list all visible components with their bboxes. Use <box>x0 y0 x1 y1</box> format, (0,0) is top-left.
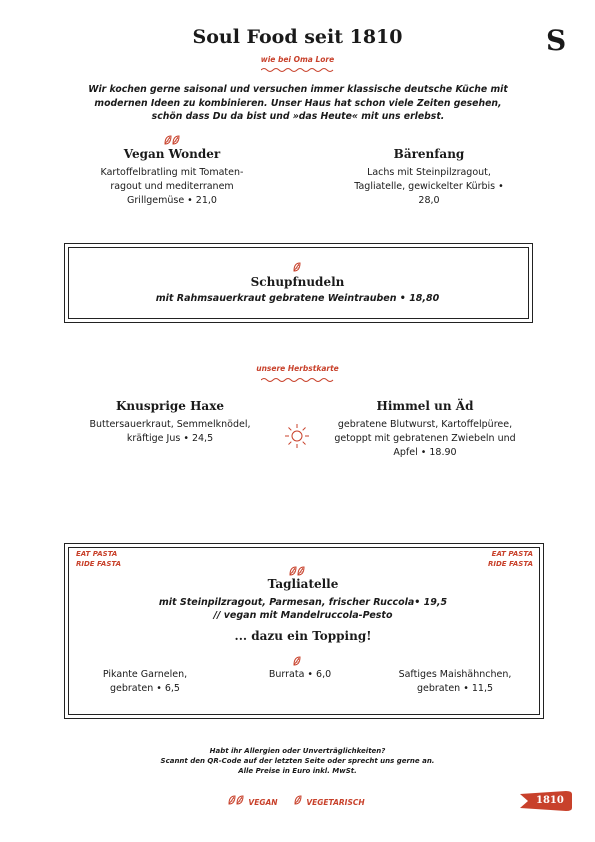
leaf-icon <box>294 795 302 805</box>
dish-description-vegan: // vegan mit Mandelruccola-Pesto <box>213 610 393 621</box>
legend <box>228 795 365 807</box>
leaf-icon <box>293 262 301 272</box>
topping-item: Pikante Garnelen, gebraten • 6,5 <box>102 669 188 694</box>
wave-divider <box>261 377 335 383</box>
sun-icon <box>284 423 310 449</box>
leaf-icon <box>228 795 236 805</box>
dish-description: Buttersauerkraut, Semmelknödel, kräftige Jus • 24,5 <box>89 419 251 444</box>
legend-vegan: VEGAN <box>248 798 278 807</box>
dish-title: Knusprige Haxe <box>115 399 224 413</box>
pasta-slogan-left: EAT PASTA RIDE FASTA <box>76 550 122 568</box>
dish-description: Kartoffelbratling mit Tomaten-ragout und mediterranem Grillgemüse • 21,0 <box>100 167 244 206</box>
topping-item: Saftiges Maishähnchen, gebraten • 11,5 <box>398 669 512 694</box>
corner-logo-letter: S <box>546 24 567 57</box>
topping-title: ... dazu ein Topping! <box>234 629 372 643</box>
leaf-icon <box>289 566 297 576</box>
badge-text: 1810 <box>536 795 564 806</box>
dish-title: Tagliatelle <box>267 577 339 591</box>
leaf-icon <box>236 795 244 805</box>
pennant-badge <box>518 790 574 812</box>
allergy-note: Habt ihr Allergien oder Unverträglichkeiten? <box>209 747 386 755</box>
topping-item: Burrata • 6,0 <box>268 669 332 680</box>
allergy-note: Scannt den QR-Code auf der letzten Seite oder sprecht uns gerne an. <box>160 757 435 765</box>
dish-title: Schupfnudeln <box>250 275 345 289</box>
dish-description: mit Rahmsauerkraut gebratene Weintrauben • 18,80 <box>155 293 440 304</box>
leaf-icon <box>172 135 180 145</box>
leaf-icon <box>164 135 172 145</box>
page-title: Soul Food seit 1810 <box>192 26 403 48</box>
vegetarian-icon <box>290 257 304 276</box>
leaf-icon <box>297 566 305 576</box>
dish-description: gebratene Blutwurst, Kartoffelpüree, getoppt mit gebratenen Zwiebeln und Apfel • 18.90 <box>334 419 516 458</box>
leaf-icon <box>293 656 301 666</box>
wave-divider <box>261 67 335 73</box>
dish-description: mit Steinpilzragout, Parmesan, frischer Ruccola• 19,5 <box>158 597 448 608</box>
page-subtitle: wie bei Oma Lore <box>260 55 335 64</box>
dish-description: Lachs mit Steinpilzragout, Tagliatelle, gewickelter Kürbis • 28,0 <box>354 167 504 206</box>
legend-vegetarian: VEGETARISCH <box>306 798 365 807</box>
price-note: Alle Preise in Euro inkl. MwSt. <box>238 767 357 775</box>
section-label: unsere Herbstkarte <box>256 364 339 373</box>
dish-title: Vegan Wonder <box>123 147 221 161</box>
dish-title: Himmel un Äd <box>376 399 474 413</box>
pasta-slogan-right: EAT PASTA RIDE FASTA <box>487 550 533 568</box>
dish-title: Bärenfang <box>393 147 465 161</box>
intro-text: Wir kochen gerne saisonal und versuchen immer klassische deutsche Küche mit modernen Ideen zu kombinieren. Unser Haus hat schon viele Zeiten gesehen, schön dass Du da bist und »das Heute« mit uns erlebst. <box>88 84 508 122</box>
